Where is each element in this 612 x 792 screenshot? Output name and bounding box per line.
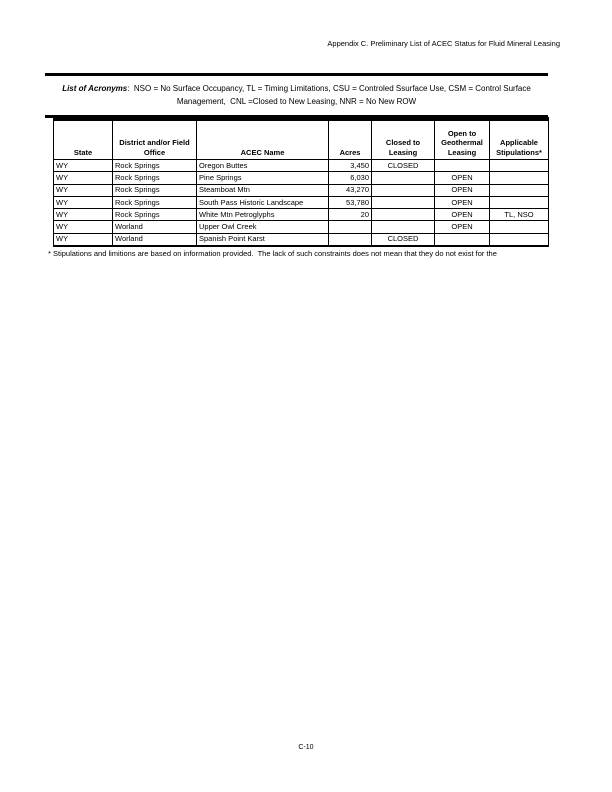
table-cell: WY xyxy=(54,184,113,196)
table-cell xyxy=(490,196,549,208)
table-cell: TL, NSO xyxy=(490,209,549,221)
acronyms-line-2: Management, CNL =Closed to New Leasing, NNR = No New ROW xyxy=(176,97,417,106)
table-cell xyxy=(435,233,490,246)
table-cell: Rock Springs xyxy=(113,160,197,172)
table-cell: OPEN xyxy=(435,196,490,208)
table-cell xyxy=(490,172,549,184)
table-footnote: * Stipulations and limitions are based on information provided. The lack of such constraints does not mean that they do not exist for the xyxy=(48,249,497,258)
table-cell xyxy=(435,160,490,172)
table-row xyxy=(54,233,549,246)
page-number: C-10 xyxy=(298,744,314,751)
table-cell: Pine Springs xyxy=(197,172,329,184)
table-cell xyxy=(372,221,435,233)
table-cell xyxy=(329,233,372,246)
table-cell xyxy=(490,184,549,196)
column-header-office: District and/or Field Office xyxy=(113,119,197,160)
table-cell: OPEN xyxy=(435,221,490,233)
acronyms-section xyxy=(45,73,548,118)
table-cell xyxy=(372,184,435,196)
column-header-state: State xyxy=(54,119,113,160)
table-cell xyxy=(490,233,549,246)
table-cell: Worland xyxy=(113,221,197,233)
table-row xyxy=(54,184,549,196)
table-cell: WY xyxy=(54,196,113,208)
table-cell xyxy=(490,221,549,233)
table-cell: WY xyxy=(54,221,113,233)
table-cell: Upper Owl Creek xyxy=(197,221,329,233)
table-cell xyxy=(372,172,435,184)
table-cell: OPEN xyxy=(435,209,490,221)
table-row xyxy=(54,160,549,172)
column-header-stipulations: Applicable Stipulations* xyxy=(490,119,549,160)
table-cell: Rock Springs xyxy=(113,172,197,184)
table-cell: Spanish Point Karst xyxy=(197,233,329,246)
table-header-row xyxy=(54,119,549,160)
column-header-acec-name: ACEC Name xyxy=(197,119,329,160)
column-header-closed-to-leasing: Closed to Leasing xyxy=(372,119,435,160)
table-row xyxy=(54,209,549,221)
table-cell: Steamboat Mtn xyxy=(197,184,329,196)
table-cell: Rock Springs xyxy=(113,184,197,196)
acec-status-table xyxy=(53,117,549,247)
table-cell: OPEN xyxy=(435,184,490,196)
column-header-acres: Acres xyxy=(329,119,372,160)
table-row xyxy=(54,172,549,184)
table-cell: CLOSED xyxy=(372,233,435,246)
table-cell: OPEN xyxy=(435,172,490,184)
table-cell: White Mtn Petroglyphs xyxy=(197,209,329,221)
table-cell: 3,450 xyxy=(329,160,372,172)
table-cell: 43,270 xyxy=(329,184,372,196)
table-cell: WY xyxy=(54,209,113,221)
table-cell: 20 xyxy=(329,209,372,221)
table-cell: WY xyxy=(54,172,113,184)
table-cell: South Pass Historic Landscape xyxy=(197,196,329,208)
table-cell xyxy=(372,196,435,208)
table-cell xyxy=(490,160,549,172)
table-row xyxy=(54,221,549,233)
table-cell xyxy=(329,221,372,233)
table-cell: Rock Springs xyxy=(113,196,197,208)
acronyms-line-1-text: : NSO = No Surface Occupancy, TL = Timing Limitations, CSU = Controled Ssurface Use, CSM = Control Surface xyxy=(127,84,531,93)
acronyms-line-1 xyxy=(45,82,548,95)
table-cell: Rock Springs xyxy=(113,209,197,221)
table-cell: Oregon Buttes xyxy=(197,160,329,172)
acronyms-label: List of Acronyms xyxy=(62,84,128,93)
table-row xyxy=(54,196,549,208)
table-cell: WY xyxy=(54,233,113,246)
table-cell: 53,780 xyxy=(329,196,372,208)
page-header: Appendix C. Preliminary List of ACEC Status for Fluid Mineral Leasing xyxy=(327,39,560,48)
table-cell: Worland xyxy=(113,233,197,246)
table-cell: 6,030 xyxy=(329,172,372,184)
table-cell: CLOSED xyxy=(372,160,435,172)
table-cell: WY xyxy=(54,160,113,172)
table-cell xyxy=(372,209,435,221)
column-header-open-to-geothermal: Open to Geothermal Leasing xyxy=(435,119,490,160)
